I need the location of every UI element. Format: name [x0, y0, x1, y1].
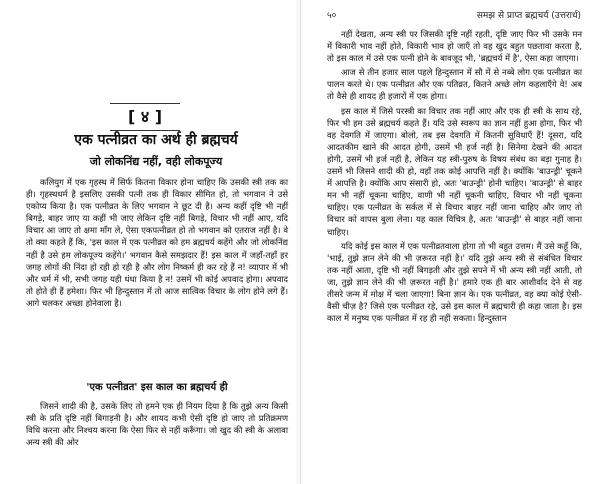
left-body-block-2: [26, 400, 288, 450]
left-paragraph-1: कलियुग में एक गृहस्थ में सिर्फ कितना विकार होना चाहिए कि उसकी स्त्री तक का ही। गृहस्थधर्म है इसलिए उसकी पत्नी तक ही विकार सीमित हो, तो भगवान ने उसे एकोप्य किया है। एक पत्नीव्रत के लिए भगवान ने छूट दी है। अन्य कहीं दृष्टि भी नहीं बिगड़े, बाहर जाए या कहीं भी जाए लेकिन दृष्टि नहीं बिगड़े, विचार भी नहीं आए, यदि विचार आ जाए तो क्षमा माँग ले, ऐसा एकपत्नीव्रत हो तो भगवान को एतराज नहीं है। वे तो क्या कहते हैं कि, 'इस काल में एक पत्नीव्रत को हम ब्रह्मचर्य कहेंगे और जो लोकनिंद्य नहीं है उसे हम लोकपूज्य कहेंगे।' भगवान कैसे समझदार हैं! इस काल में जहाँ-तहाँ हर जगह लोगों की निंदा हो रही हो रही है और लोग निष्कर्म ही कर रहे हैं न! व्यापार में भी और धर्म में भी, सभी जगह यही धंधा किया है न! उसमें भी कोई अपवाद होगा। अपवाद तो होते ही हैं हमेशा। फिर भी हिन्दुस्तान में तो आज सात्विक विचार के लोग होने लगे हैं। आगे चलकर अच्छा होनेवाला है।: [26, 177, 288, 308]
right-page: [300, 0, 599, 484]
right-body-block: [327, 28, 582, 326]
chapter-number: [ ४ ]: [110, 103, 180, 131]
right-paragraph-4: यदि कोई इस काल में एक पत्नीव्रतवाला होगा तो भी बहुत उत्तम। मैं उसे कहूँ कि, 'भाई, तुझे ज्ञान लेने की भी ज़रूरत नहीं है।' यदि तुझे अन्य स्त्री से संबंधित विचार तक नहीं आता, दृष्टि भी नहीं बिगड़ती और तुझे सपने में भी अन्य स्त्री नहीं आती, तो जा, तुझे ज्ञान लेने की भी ज़रूरत नहीं है।' हमारे एक ही बार आशीर्वाद देने से वह तीसरे जन्म में मोक्ष में चला जाएगा! बिना ज्ञान के। एक पत्नीव्रत, वह क्या कोई ऐसी-वैसी चीज़ है? जिसे एक पत्नीव्रत रहे, उसे इस काल में ब्रह्मचारी ही कहा जाता है। इस काल में मनुष्य एक पत्नीव्रत में रह ही नहीं सकता। हिन्दुस्तान: [327, 240, 582, 324]
section-heading: 'एक पत्नीव्रत' इस काल का ब्रह्मचर्य ही: [86, 382, 228, 393]
left-paragraph-2: जिसने शादी की है, उसके लिए तो हमने एक ही नियम दिया है कि तुझे अन्य किसी स्त्री के प्रति दृष्टि नहीं बिगाड़नी है। और शायद कभी ऐसी दृष्टि हो जाए तो प्रतिक्रमण विधि करना और निश्चय करना कि ऐसा फिर से नहीं करूँगा। जो खुद की स्त्री के अलावा अन्य स्त्री की ओर: [26, 401, 288, 448]
left-body-block-1: [26, 176, 288, 311]
chapter-title: एक पत्नीव्रत का अर्थ ही ब्रह्मचर्य: [74, 132, 238, 148]
running-head: [327, 8, 581, 22]
right-paragraph-1: नहीं देखता, अन्य स्त्री पर जिसकी दृष्टि नहीं रहती, दृष्टि जाए फिर भी उसके मन में विकारी भाव नहीं होते, विकारी भाव हो जाएँ तो वह खुद बहुत पछतावा करता है, तो इस काल में उसे एक पत्नी होने के बावजूद भी, 'ब्रह्मचर्य में है', ऐसा कहा जाएगा।: [327, 29, 582, 64]
page-number: ५०: [327, 11, 337, 21]
right-paragraph-2: आज से तीन हजार साल पहले हिन्दुस्तान में सौ में से नब्बे लोग एक पत्नीव्रत का पालन करते थे। एक पत्नीव्रत और एक पतिव्रत, कितने अच्छे लोग कहलाएँगे वे! अब तो वैसे ही शायद ही हजारों में एक होगा।: [327, 67, 582, 102]
chapter-subtitle: जो लोकनिंद्य नहीं, वही लोकपूज्य: [89, 155, 223, 168]
running-title: समझ से प्राप्त ब्रह्मचर्य (उत्तरार्ध): [476, 11, 581, 21]
right-paragraph-3: इस काल में जिसे परस्त्री का विचार तक नहीं आए और एक ही स्त्री के साथ रहे, फिर भी हम उसे ब्रह्मचर्य कहते हैं। यदि उसे स्वरूप का ज्ञान नहीं हुआ होगा, फिर भी वह देवगति में जाएगा। बोलो, तब इस देवगति में कितनी सुविधाएँ हैं! दूसरा, यदि आदतकीम खाने की आदत होगी, उसमें भी हर्ज नहीं है। सिनेमा देखने की आदत होगी, उसमें भी हर्ज नहीं है, लेकिन यह स्त्री-पुरुष के विषय संबंध का बड़ा गुनाह है। उसमें भी जिसने शादी की हो, वहाँ तक कोई आपत्ति नहीं है। क्योंकि 'बाउन्ड्री' चूकने में आपत्ति है। क्योंकि आप संसारी हो, अतः 'बाउन्ड्री' होनी चाहिए। 'बाउन्ड्री' से बाहर मन भी नहीं चूकना चाहिए, वाणी भी नहीं चूकनी चाहिए, विचार भी नहीं चूकना चाहिए। एक पत्नीव्रत के सर्कल में से विचार बाहर नहीं जाना चाहिए और जाए तो विचार को वापस बुला लेना। यह काल विचित्र है, अतः 'बाउन्ड्री' से बाहर नहीं जाना चाहिए।: [327, 105, 582, 237]
